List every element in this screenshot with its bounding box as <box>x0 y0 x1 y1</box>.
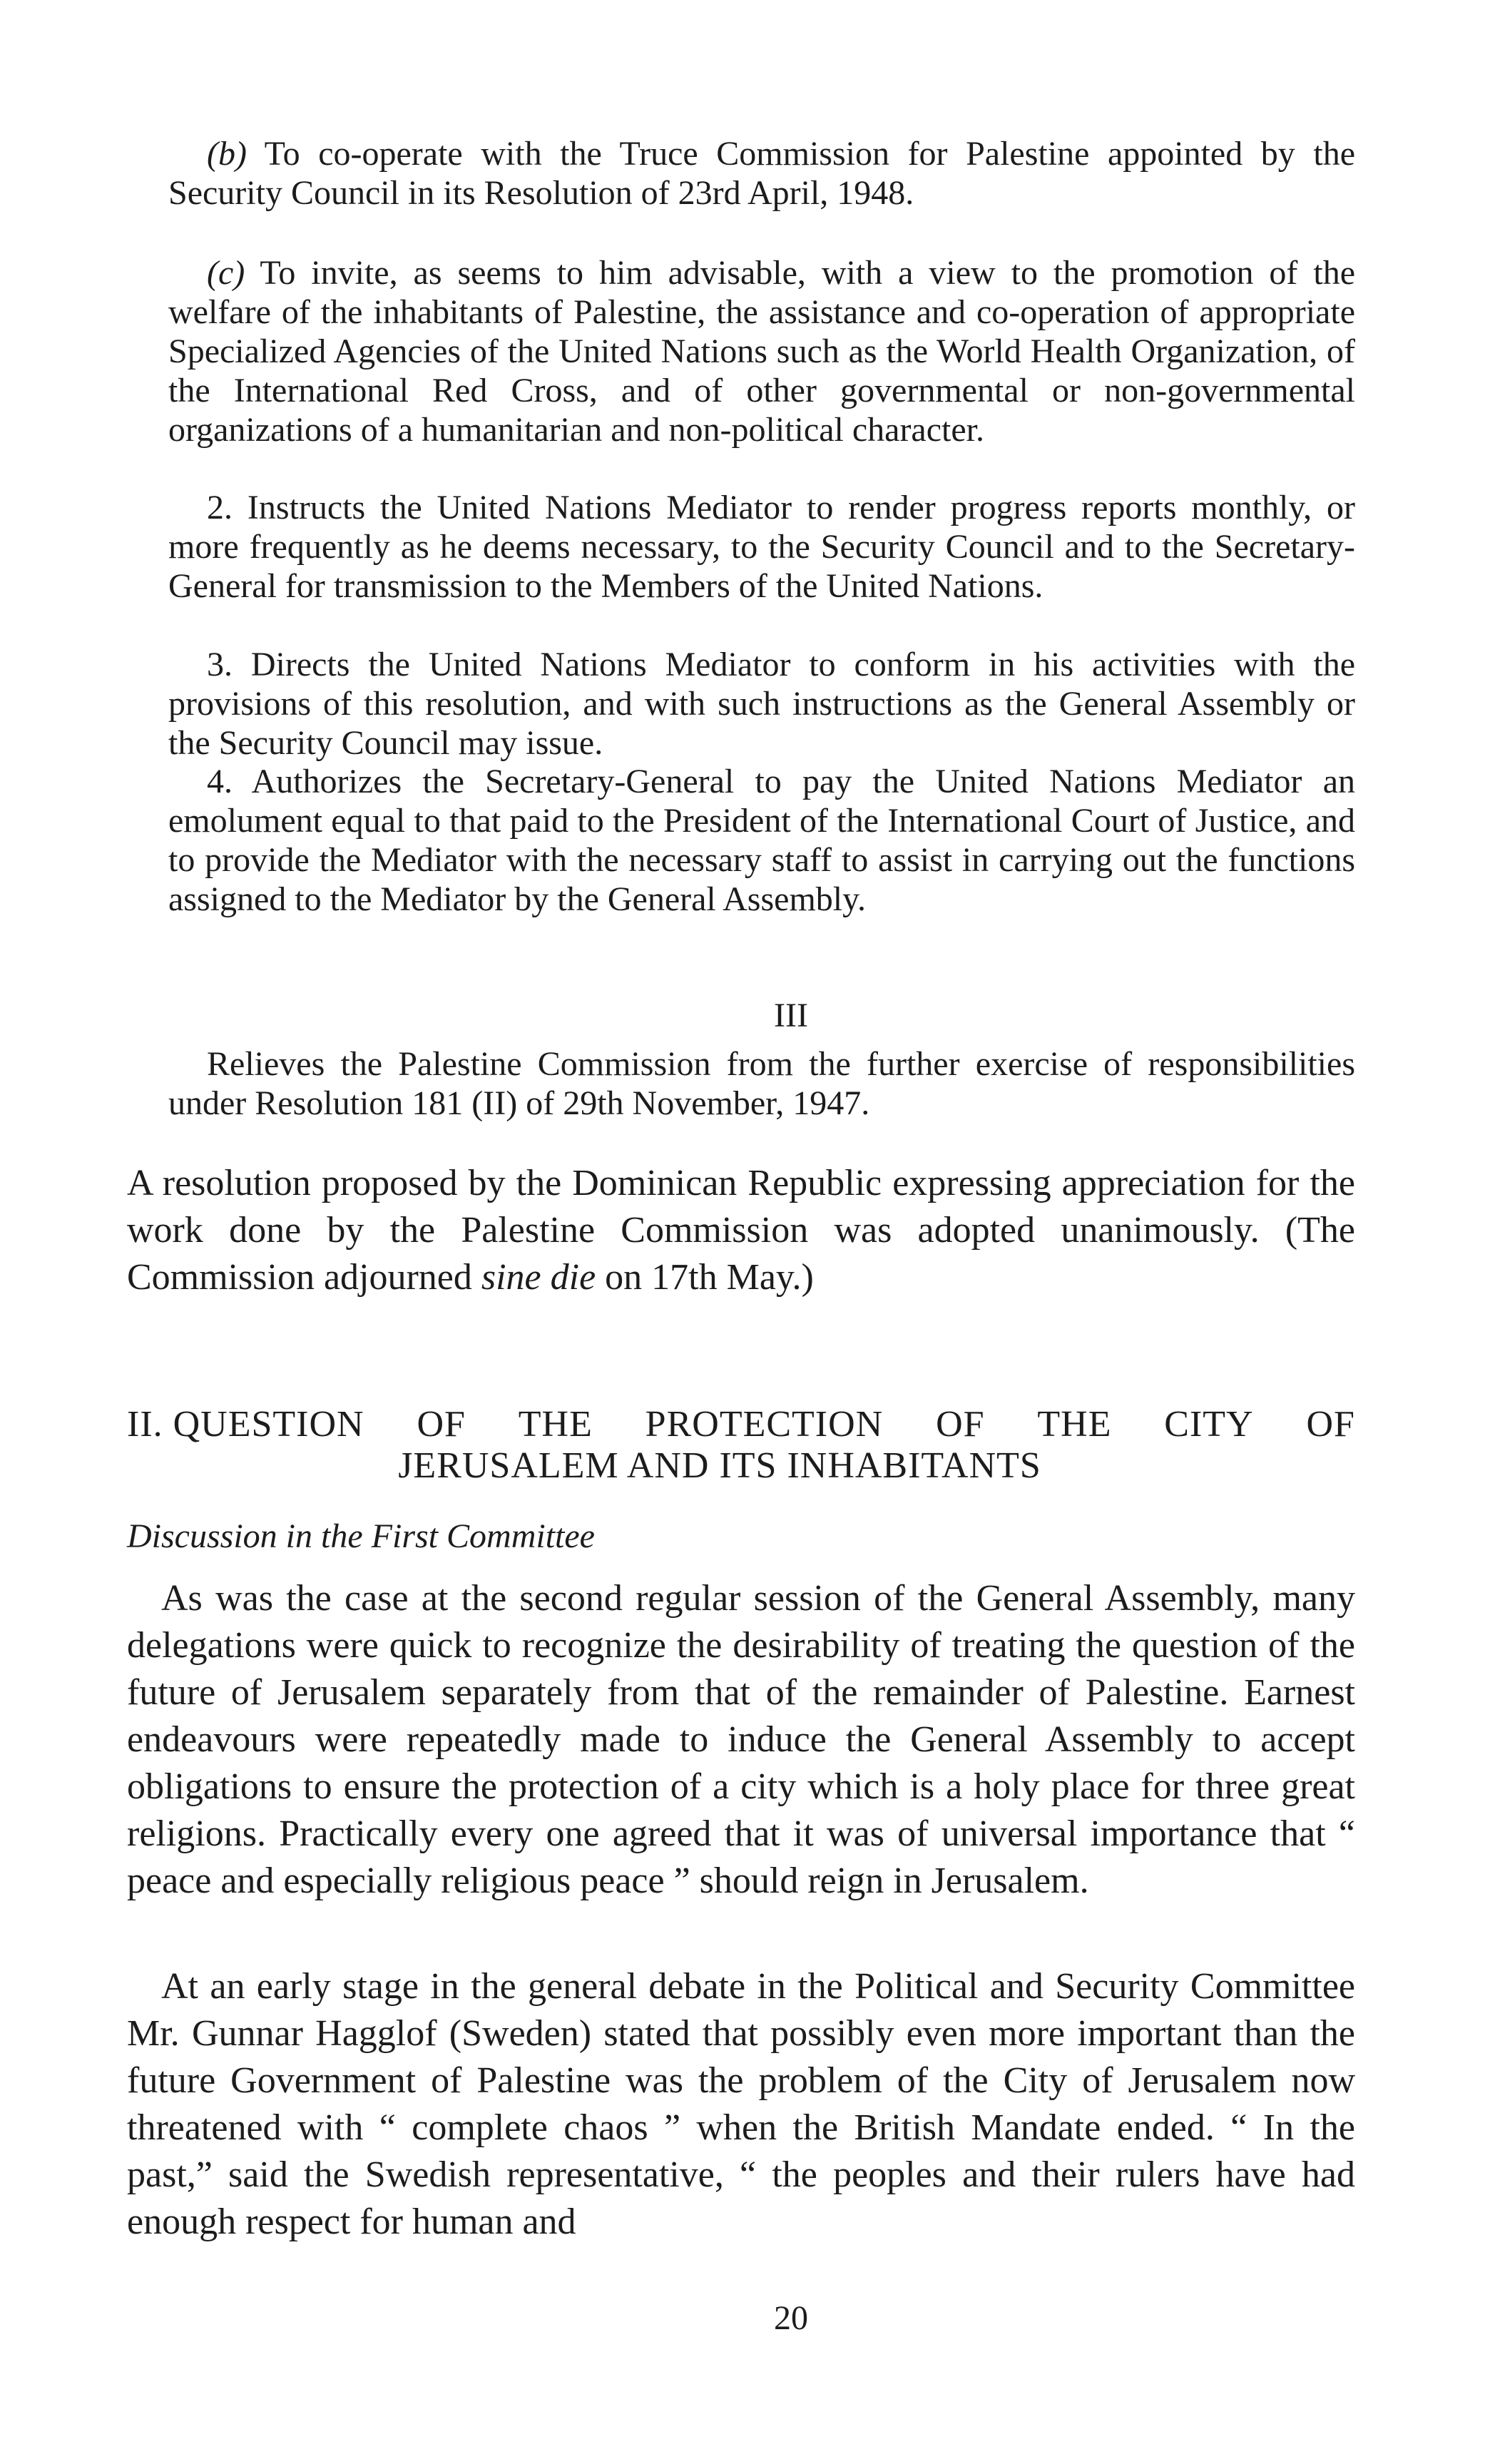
heading-word: II. QUESTION <box>127 1404 364 1445</box>
dominican-paragraph <box>127 1160 1355 1301</box>
resolution-item-3: 3. Directs the United Nations Mediator to conform in his activities with the provisions of this resolution, and with such instructions as the General Assembly or the Security Council may issue. <box>168 646 1355 762</box>
heading-word: THE <box>518 1404 593 1445</box>
section-heading-line-1 <box>127 1404 1355 1445</box>
clause-marker-c: (c) <box>207 254 245 292</box>
clause-text-c: To invite, as seems to him advisable, with a view to the promotion of the welfare of the inhabitants of Palestine, the assistance and co-operation of appropriate Specialized Agencies of the United Nations such as the World Health Organization, of the International Red Cross, and of other governmental or non-governmental organizations of a humanitarian and non-political character. <box>168 254 1355 449</box>
clause-text-b: To co-operate with the Truce Commission for Palestine appointed by the Security Council in its Resolution of 23rd April, 1948. <box>168 135 1355 212</box>
resolution-clause-b <box>168 134 1355 213</box>
dominican-italic-phrase: sine die <box>481 1257 596 1298</box>
section-subheading: Discussion in the First Committee <box>127 1517 595 1555</box>
section-paragraph-1: As was the case at the second regular session of the General Assembly, many delegations were quick to recognize the desirability of treating the question of the future of Jerusalem separately from that of the remainder of Palestine. Earnest endeavours were repeatedly made to induce the General Assembly to accept obligations to ensure the protection of a city which is a holy place for three great religions. Practically every one agreed that it was of universal importance that “ peace and especially religious peace ” should reign in Jerusalem. <box>127 1578 1355 1901</box>
dominican-text-before: A resolution proposed by the Dominican Republic expressing appreciation for the work done by the Palestine Commission was adopted unanimously. (The Commission adjourned <box>127 1163 1355 1298</box>
section-heading <box>127 1404 1355 1487</box>
section-paragraph-2: At an early stage in the general debate in the Political and Security Committee Mr. Gunnar Hagglof (Sweden) stated that possibly even more important than the future Government of Palestine was the problem of the City of Jerusalem now threatened with “ complete chaos ” when the British Mandate ended. “ In the past,” said the Swedish representative, “ the peoples and their rulers have had enough respect for human and <box>127 1966 1355 2242</box>
heading-word: PROTECTION <box>645 1404 884 1445</box>
part-iii-text: Relieves the Palestine Commission from the further exercise of responsibilities under Resolution 181 (II) of 29th November, 1947. <box>168 1045 1355 1122</box>
clause-marker-b: (b) <box>207 135 247 173</box>
resolution-item-2: 2. Instructs the United Nations Mediator to render progress reports monthly, or more frequently as he deems necessary, to the Security Council and to the Secretary-General for transmission to the Members of the United Nations. <box>168 489 1355 605</box>
section-heading-line-2: JERUSALEM AND ITS INHABITANTS <box>398 1445 1041 1486</box>
part-iii-numeral: III <box>774 997 808 1034</box>
heading-word: OF <box>936 1404 985 1445</box>
resolution-clause-c <box>168 253 1355 449</box>
resolution-item-4: 4. Authorizes the Secretary-General to pay the United Nations Mediator an emolument equal to that paid to the President of the International Court of Justice, and to provide the Mediator with the necessary staff to assist in carrying out the functions assigned to the Mediator by the General Assembly. <box>168 763 1355 918</box>
heading-word: OF <box>1306 1404 1355 1445</box>
heading-word: THE <box>1037 1404 1112 1445</box>
heading-word: OF <box>417 1404 466 1445</box>
heading-word: CITY <box>1164 1404 1254 1445</box>
page-number: 20 <box>774 2299 808 2337</box>
dominican-text-after: on 17th May.) <box>596 1257 814 1298</box>
